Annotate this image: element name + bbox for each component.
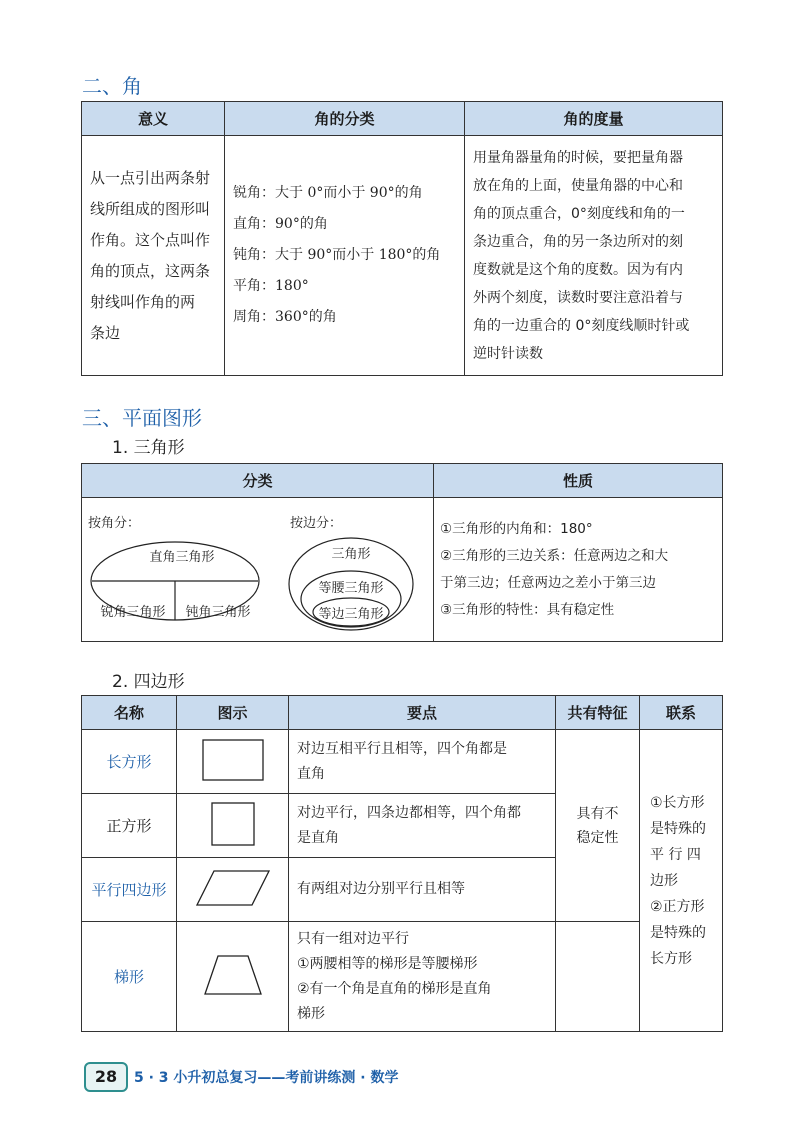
rectangle-points [289, 730, 556, 794]
common-feature-empty [556, 922, 640, 1032]
quadrilateral-table [81, 695, 723, 1032]
point-line: 有两组对边分别平行且相等 [297, 881, 465, 897]
subtitle-quadrilateral: 2. 四边形 [112, 672, 185, 692]
parallelogram-figure-cell [177, 858, 289, 922]
property-line: ①三角形的内角和：180° [440, 520, 593, 537]
square-points [289, 794, 556, 858]
angle-classification-cell [225, 136, 465, 376]
square-name: 正方形 [82, 794, 177, 858]
point-line: ①两腰相等的梯形是等腰梯形 [297, 955, 478, 972]
relation-cell [640, 730, 723, 1032]
point-line: 是直角 [297, 829, 339, 846]
common-line: 具有不 [576, 805, 619, 822]
trapezoid-name: 梯形 [82, 922, 177, 1032]
classification-line: 周角：360°的角 [233, 309, 337, 325]
meaning-line: 作角。这个点叫作 [90, 230, 211, 249]
triangle-property-cell [434, 498, 723, 642]
measure-line: 外两个刻度，读数时要注意沿着与 [473, 289, 683, 306]
obtuse-triangle-label: 钝角三角形 [185, 605, 251, 620]
page-number: 28 [84, 1062, 128, 1092]
equilateral-triangle-label: 等边三角形 [318, 607, 384, 622]
rectangle-figure [202, 739, 264, 781]
classification-line: 钝角：大于 90°而小于 180°的角 [233, 247, 441, 263]
section-title-plane-figures: 三、平面图形 [82, 406, 202, 430]
measure-line: 放在角的上面，使量角器的中心和 [473, 177, 683, 194]
measure-line: 角的一边重合的 0°刻度线顺时针或 [473, 317, 690, 334]
point-line: 对边互相平行且相等，四个角都是 [297, 740, 507, 757]
square-figure [211, 802, 255, 846]
measure-line: 条边重合，角的另一条边所对的刻 [473, 233, 683, 250]
classification-line: 平角：180° [233, 278, 309, 294]
header-meaning: 意义 [82, 102, 225, 136]
meaning-line: 线所组成的图形叫 [90, 199, 211, 218]
header-measure: 角的度量 [465, 102, 723, 136]
isosceles-triangle-label: 等腰三角形 [318, 581, 384, 596]
meaning-line: 从一点引出两条射 [90, 168, 211, 187]
relation-line: 是特殊的 [650, 924, 706, 941]
rectangle-figure-cell [177, 730, 289, 794]
trapezoid-figure-cell [177, 922, 289, 1032]
point-line: 直角 [297, 765, 325, 782]
header-property: 性质 [434, 464, 723, 498]
angle-measure-cell [465, 136, 723, 376]
parallelogram-points [289, 858, 556, 922]
measure-line: 度数就是这个角的度数。因为有内 [473, 261, 683, 278]
header-classification: 角的分类 [225, 102, 465, 136]
measure-line: 逆时针读数 [473, 345, 543, 362]
measure-line: 用量角器量角的时候，要把量角器 [473, 149, 683, 166]
property-line: ②三角形的三边关系：任意两边之和大 [440, 547, 669, 564]
footer-text: 5 · 3 小升初总复习——考前讲练测 · 数学 [134, 1070, 399, 1086]
relation-line: ②正方形 [650, 898, 705, 915]
point-line: 对边平行，四条边都相等，四个角都 [297, 804, 521, 821]
square-figure-cell [177, 794, 289, 858]
rectangle-name: 长方形 [82, 730, 177, 794]
header-category: 分类 [82, 464, 434, 498]
header-figure: 图示 [177, 696, 289, 730]
meaning-line: 射线叫作角的两 [90, 292, 196, 311]
classification-line: 锐角：大于 0°而小于 90°的角 [233, 185, 423, 201]
subtitle-triangle: 1. 三角形 [112, 438, 185, 458]
section-title-angle: 二、角 [82, 74, 142, 98]
meaning-line: 条边 [90, 323, 121, 342]
triangle-table [81, 463, 723, 642]
angle-table [81, 101, 723, 376]
measure-line: 角的顶点重合，0°刻度线和角的一 [473, 205, 685, 222]
relation-line: 长方形 [650, 950, 692, 967]
meaning-line: 角的顶点，这两条 [90, 261, 211, 280]
common-feature-cell [556, 730, 640, 922]
triangle-label: 三角形 [331, 547, 371, 562]
point-line: ②有一个角是直角的梯形是直角 [297, 980, 492, 997]
header-relation: 联系 [640, 696, 723, 730]
right-triangle-label: 直角三角形 [149, 550, 215, 565]
point-line: 只有一组对边平行 [297, 930, 409, 947]
point-line: 梯形 [297, 1005, 325, 1022]
by-angle-label: 按角分： [88, 516, 141, 531]
relation-line: 是特殊的 [650, 820, 706, 837]
parallelogram-name: 平行四边形 [82, 858, 177, 922]
relation-line: 边形 [650, 872, 678, 889]
header-name: 名称 [82, 696, 177, 730]
triangle-classification-cell [82, 498, 434, 642]
angle-meaning-cell [82, 136, 225, 376]
trapezoid-points [289, 922, 556, 1032]
header-common: 共有特征 [556, 696, 640, 730]
common-line: 稳定性 [576, 829, 619, 846]
parallelogram-figure [196, 870, 270, 906]
page-footer [84, 1062, 444, 1092]
relation-line: ①长方形 [650, 794, 705, 811]
relation-line: 平 行 四 [650, 846, 701, 863]
property-line: ③三角形的特性：具有稳定性 [440, 601, 615, 618]
trapezoid-figure [204, 955, 262, 995]
by-side-label: 按边分： [290, 516, 343, 531]
header-points: 要点 [289, 696, 556, 730]
acute-triangle-label: 锐角三角形 [100, 605, 166, 620]
property-line: 于第三边；任意两边之差小于第三边 [440, 574, 656, 591]
classification-line: 直角：90°的角 [233, 216, 328, 232]
